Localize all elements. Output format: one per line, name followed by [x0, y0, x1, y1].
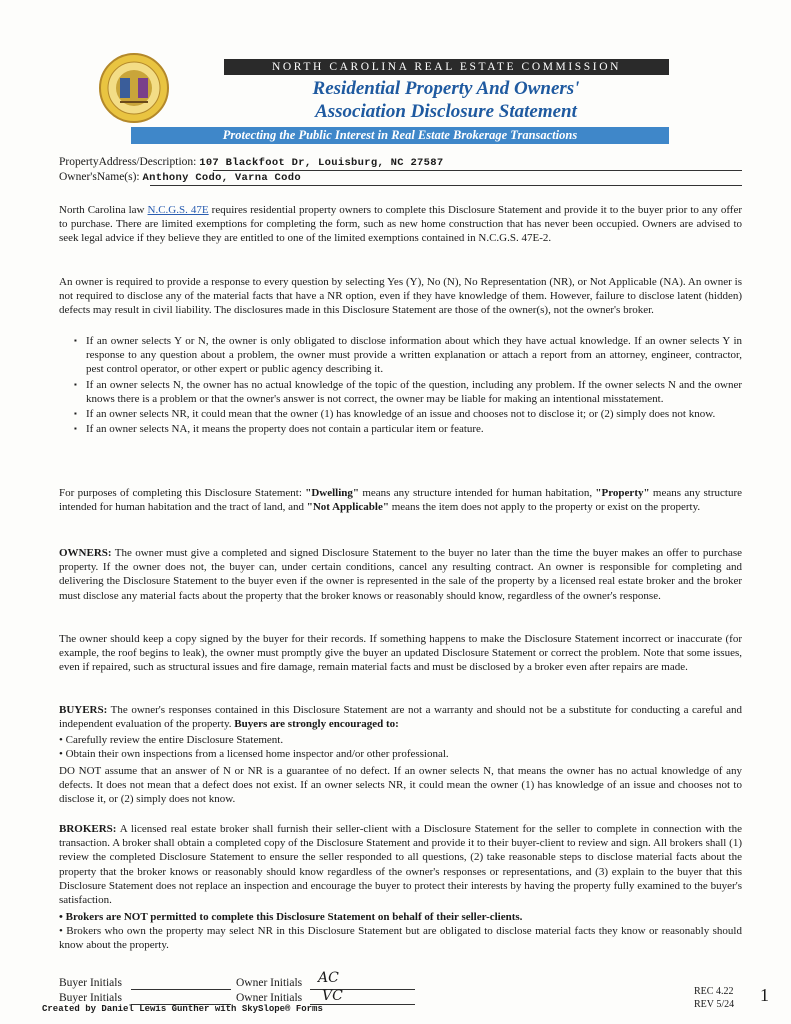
owner-initial-signature-1: AC	[318, 970, 339, 986]
owner-initials-label: Owner Initials	[236, 977, 303, 989]
bullet-na: ▪ If an owner selects NA, it means the property does not contain a particular item or feature.	[74, 422, 742, 436]
brokers-bullets	[59, 910, 742, 953]
form-title-line1: Residential Property And Owners'	[312, 78, 580, 99]
buyer-initials-label-2: Buyer Initials	[59, 992, 122, 1004]
response-paragraph: An owner is required to provide a response to every question by selecting Yes (Y), No (N), No Representation (NR), or Not Applicable (NA). An owner is not required to disclose any of the material facts that have a NR option, even if they have knowledge of them. However, failure to disclose latent (hidden) defects may result in civil liability. The disclosures made in this Disclosure Statement are those of the owner(s), not the owner's broker.	[59, 276, 742, 317]
nc-commission-seal	[98, 52, 170, 124]
owner-initial-signature-2: VC	[322, 988, 343, 1004]
brokers-paragraph	[59, 822, 742, 907]
owners-name-row	[59, 171, 301, 185]
brokers-heading: BROKERS:	[59, 823, 117, 835]
owner-initials-2	[236, 992, 302, 1004]
buyers-text: The owner's responses contained in this Disclosure Statement are not a warranty and should not be a substitute for conducting a careful and independent evaluation of the property.	[59, 704, 742, 731]
buyers-bullet-inspect: • Obtain their own inspections from a licensed home inspector and/or other professional.	[59, 748, 449, 761]
owners-underline	[150, 185, 742, 186]
intro-text: North Carolina law	[59, 204, 148, 216]
brokers-bullet-bold: • Brokers are NOT permitted to complete this Disclosure Statement on behalf of their seller-clients.	[59, 911, 523, 923]
buyer-initials-2	[59, 992, 122, 1004]
buyer-initials-label: Buyer Initials	[59, 977, 122, 989]
owners-text: The owner must give a completed and signed Disclosure Statement to the buyer no later than the time the buyer makes an offer to purchase property. If the owner does not, the buyer can, under certain conditions, cancel any resulting contract. An owner is responsible for completing and delivering the Disclosure Statement to the buyer even if the owner is represented in the sale of the property by a licensed real estate broker and the broker must disclose any material facts about the property that the broker knows or reasonably should know, regardless of the owner's response.	[59, 547, 742, 602]
owners-name-label: Owner'sName(s):	[59, 171, 140, 183]
property-address-row	[59, 156, 443, 170]
buyers-bullet-review: • Carefully review the entire Disclosure Statement.	[59, 734, 284, 746]
definitions-paragraph	[59, 486, 742, 514]
brokers-bullet-not-permitted	[59, 910, 742, 924]
buyers-bullets	[59, 733, 742, 761]
owner-initials-1	[236, 977, 302, 989]
buyers-paragraph	[59, 703, 742, 731]
buyer-initials-1	[59, 977, 122, 989]
form-title-line2: Association Disclosure Statement	[315, 101, 577, 122]
brokers-bullet-nr: • Brokers who own the property may select NR in this Disclosure Statement but are obligated to disclose material facts they know or reasonably should know about the property.	[59, 925, 742, 952]
owners-heading: OWNERS:	[59, 547, 112, 559]
def-property-term: "Property"	[595, 487, 650, 499]
bullet-y-n: ▪ If an owner selects Y or N, the owner is only obligated to disclose information about which they have actual knowledge. If an owner selects Y in response to any question about a problem, the owner must provide a written explanation or attach a report from an attorney, engineer, contractor, pest control operator, or other expert or public agency describing it.	[74, 334, 742, 377]
response-bullets	[74, 334, 742, 437]
def-pre: For purposes of completing this Disclosure Statement:	[59, 487, 306, 499]
form-revision: REV 5/24	[694, 999, 735, 1010]
bullet-n: ▪ If an owner selects N, the owner has no actual knowledge of the topic of the question, including any problem. If the owner selects N and the owner knows there is a problem or that the owner's answer is not correct, the owner may be liable for making an intentional misstatement.	[74, 378, 742, 406]
page-number: 1	[760, 985, 769, 1005]
commission-banner: NORTH CAROLINA REAL ESTATE COMMISSION	[224, 59, 669, 75]
skyslope-watermark: Created by Daniel Lewis Gunther with SkySlope® Forms	[42, 1004, 323, 1014]
def-na-term: "Not Applicable"	[306, 501, 389, 514]
brokers-text: A licensed real estate broker shall furnish their seller-client with a Disclosure Statement for the seller to complete in connection with the transaction. A broker shall obtain a completed copy of the Disclosure Statement and provide it to their buyer-client to review and sign. All brokers shall (1) review the completed Disclosure Statement to ensure the seller responded to all questions, (2) take reasonable steps to disclose material facts about the property that the broker knows or reasonably should know regardless of the owner's responses or representations, and (3) explain to the buyer that this Disclosure Statement does not replace an inspection and encourage the buyer to protect their interests by having the property fully examined to the buyer's satisfaction.	[59, 823, 742, 907]
def-na: means the item does not apply to the property or exist on the property.	[388, 501, 701, 514]
bullet-nr: ▪ If an owner selects NR, it could mean that the owner (1) has knowledge of an issue and chooses not to disclose it; or (2) simply does not know.	[74, 407, 742, 421]
ncgs-47e-link[interactable]: N.C.G.S. 47E	[147, 204, 209, 216]
form-code: REC 4.22	[694, 986, 734, 997]
property-address-label: PropertyAddress/Description:	[59, 156, 197, 168]
def-property: means any structure intended for human habitation and the tract of land, and	[59, 487, 743, 514]
owners-paragraph	[59, 546, 742, 603]
owner-initials-label-2: Owner Initials	[236, 992, 303, 1004]
def-dwelling: means any structure intended for human habitation,	[359, 487, 596, 499]
owners-name-value[interactable]: Anthony Codo, Varna Codo	[142, 172, 301, 184]
owners-paragraph-2: The owner should keep a copy signed by the buyer for their records. If something happens to make the Disclosure Statement incorrect or inaccurate (for example, the roof begins to leak), the owner must promptly give the buyer an updated Disclosure Statement or correct the problem. Note that some issues, even if repaired, such as structural issues and fire damage, remain material facts and must be disclosed by a broker even after repairs are made.	[59, 633, 742, 674]
property-address-value[interactable]: 107 Blackfoot Dr, Louisburg, NC 27587	[199, 157, 444, 169]
tagline-banner: Protecting the Public Interest in Real Estate Brokerage Transactions	[131, 127, 669, 144]
intro-text-cont: requires residential property owners to complete this Disclosure Statement and provide it to the buyer prior to any offer to purchase. There are limited exemptions for completing the form, such as new home construction that has never been occupied. Owners are advised to seek legal advice if they believe they are entitled to one of the limited exemptions contained in N.C.G.S. 47E-2.	[59, 204, 742, 245]
def-dwelling-term: "Dwelling"	[305, 487, 360, 499]
intro-paragraph	[59, 203, 742, 246]
buyers-encouraged: Buyers are strongly encouraged to:	[234, 718, 399, 731]
buyers-heading: BUYERS:	[59, 704, 108, 716]
owner-initials-line-2[interactable]	[310, 1004, 415, 1005]
buyers-paragraph-2: DO NOT assume that an answer of N or NR is a guarantee of no defect. If an owner selects N, that means the owner has no actual knowledge of any defects. It does not mean that a defect does not exist. If an owner selects NR, it could mean the owner (1) has knowledge of an issue and chooses not to disclose it, or (2) simply does not know.	[59, 765, 742, 806]
buyer-initials-line-1[interactable]	[131, 989, 231, 990]
